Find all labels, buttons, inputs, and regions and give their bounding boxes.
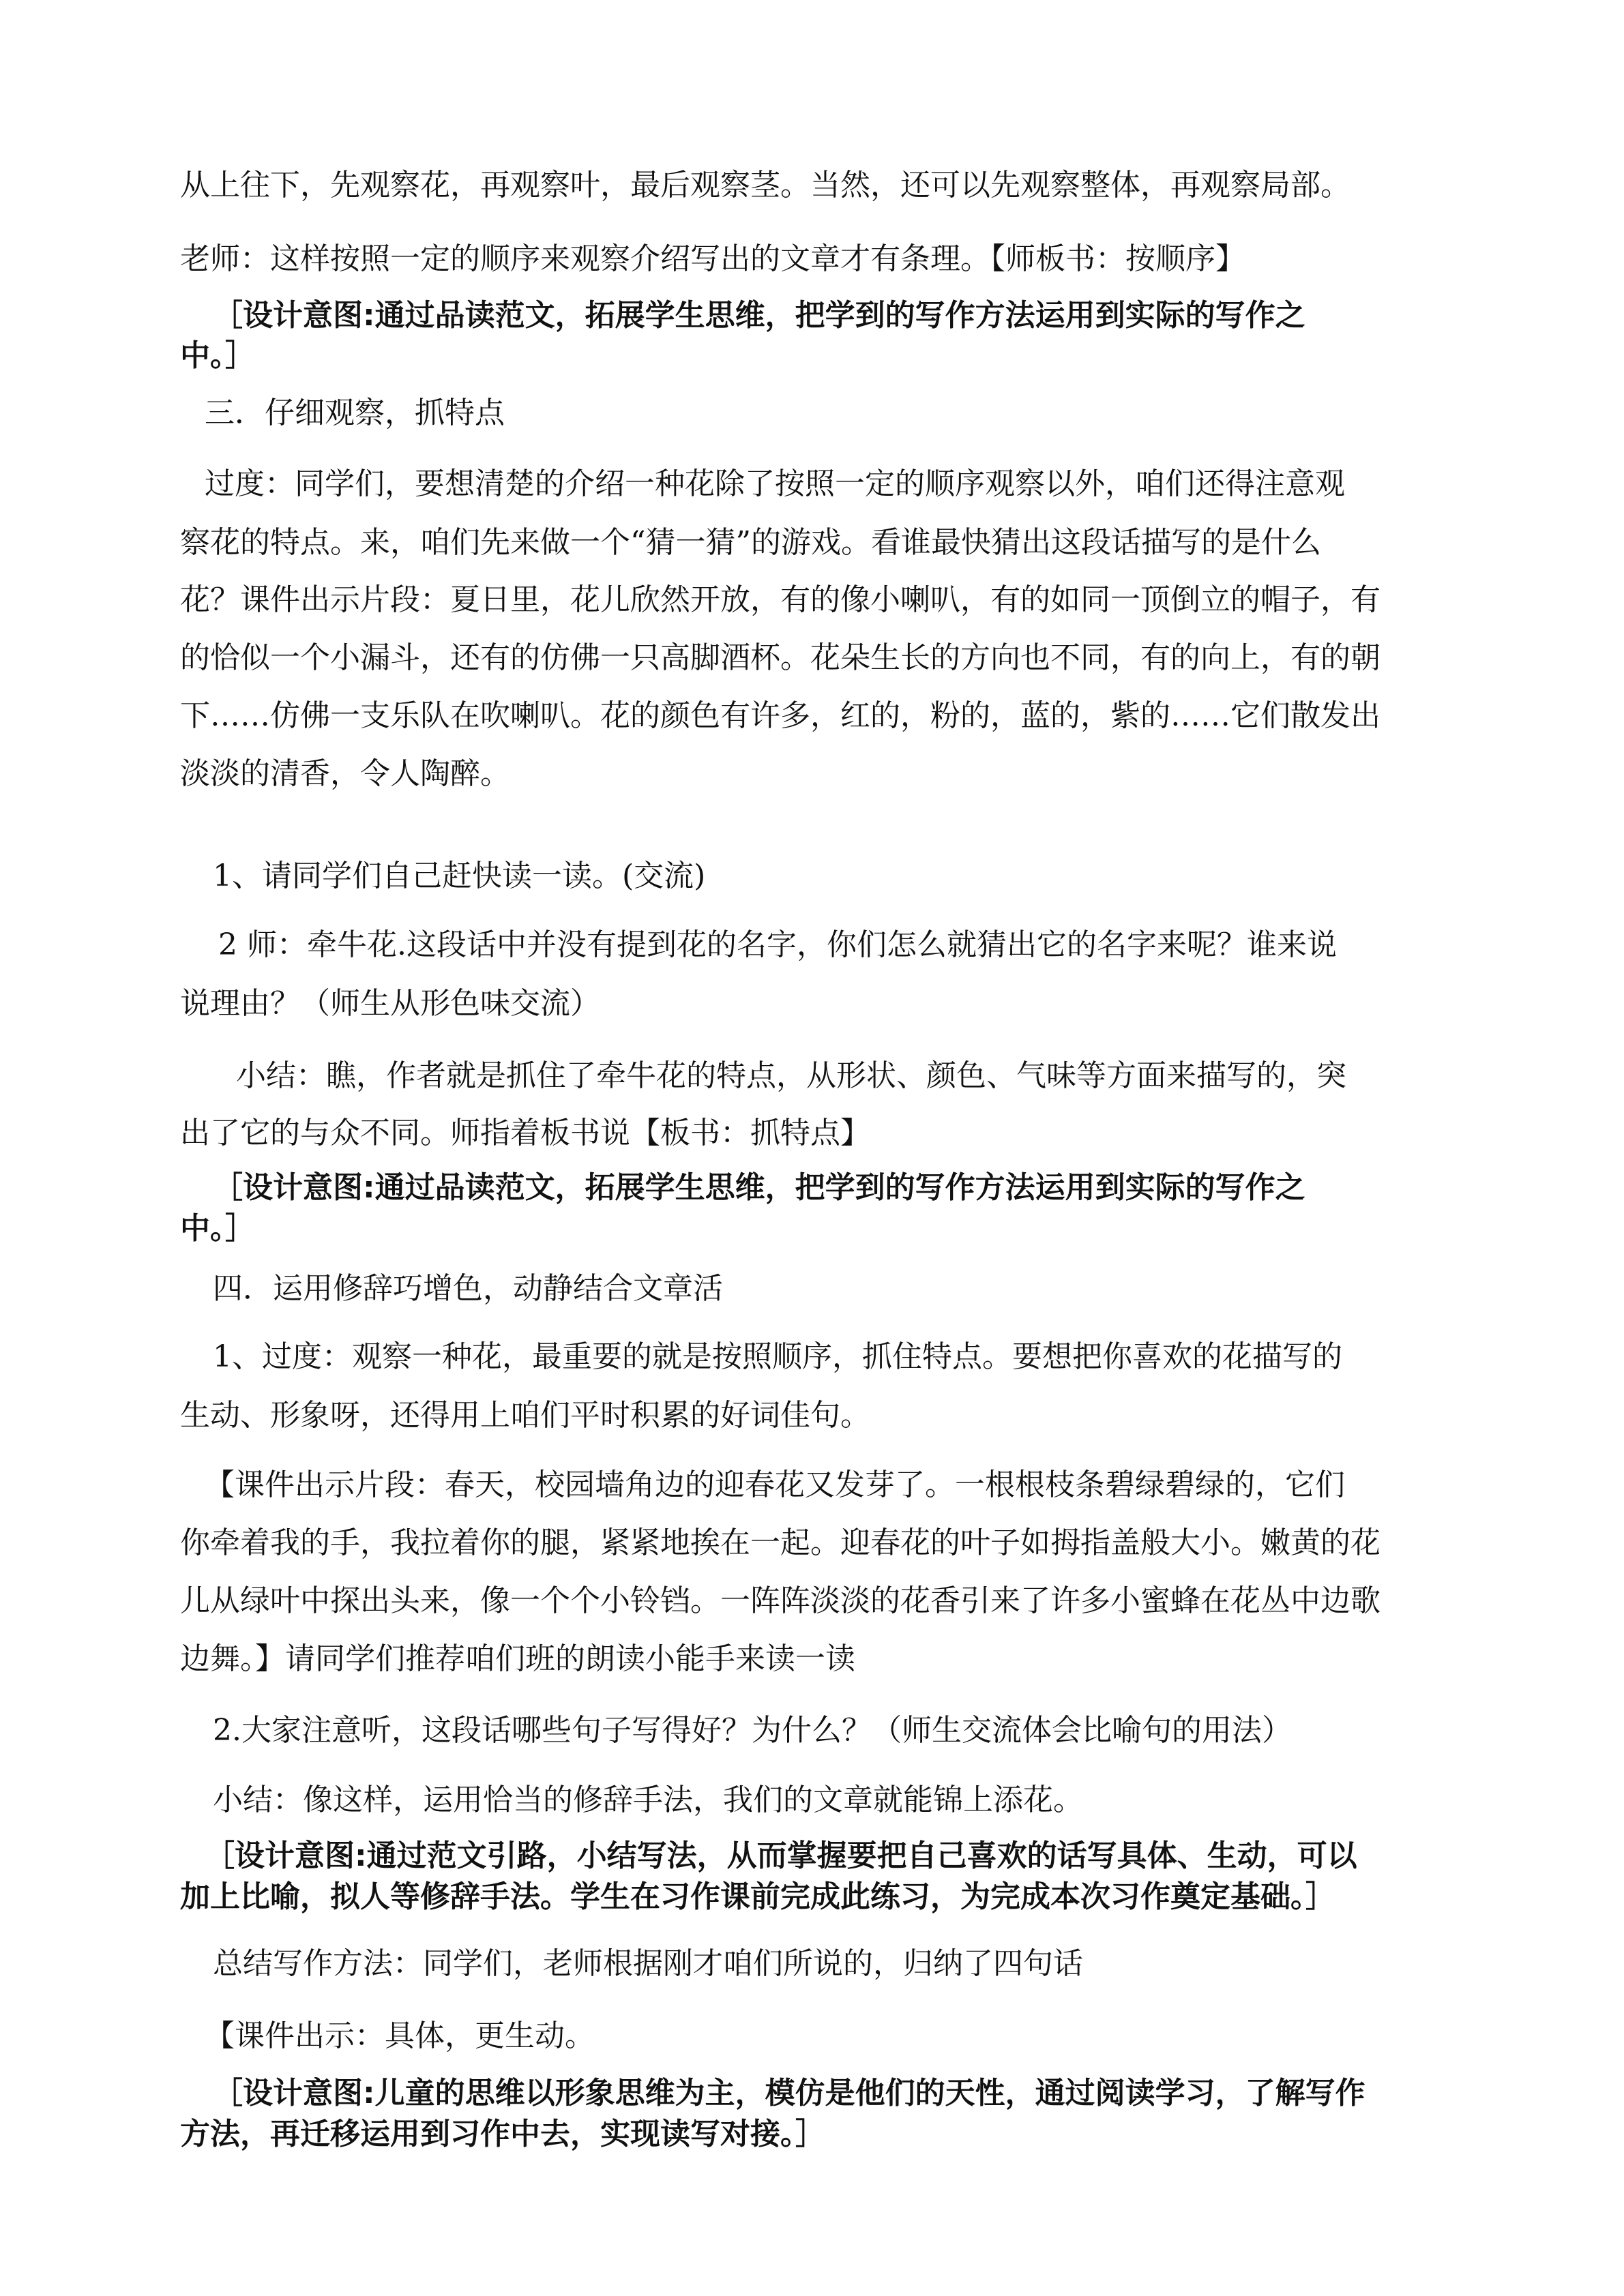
design-intent-line: ［设计意图:通过范文引路，小结写法，从而掌握要把自己喜欢的话写具体、生动，可以	[205, 1838, 1357, 1873]
text-line: 小结：像这样，运用恰当的修辞手法，我们的文章就能锦上添花。	[213, 1783, 1083, 1817]
text-line: 花？课件出示片段：夏日里，花儿欣然开放，有的像小喇叭，有的如同一顶倒立的帽子，有	[180, 582, 1381, 617]
text-line: 1、过度：观察一种花，最重要的就是按照顺序，抓住特点。要想把你喜欢的花描写的	[213, 1339, 1342, 1374]
text-line: 【课件出示片段：春天，校园墙角边的迎春花又发芽了。一根根枝条碧绿碧绿的，它们	[205, 1467, 1345, 1502]
text-line: 从上往下，先观察花，再观察叶，最后观察茎。当然，还可以先观察整体，再观察局部。	[180, 168, 1350, 203]
text-line: 察花的特点。来，咱们先来做一个“猜一猜”的游戏。看谁最快猜出这段话描写的是什么	[180, 525, 1321, 560]
text-line: 1、请同学们自己赶快读一读。(交流)	[213, 859, 706, 893]
design-intent-line: 加上比喻，拟人等修辞手法。学生在习作课前完成此练习，为完成本次习作奠定基础。］	[180, 1879, 1335, 1914]
text-line: 2 师：牵牛花.这段话中并没有提到花的名字，你们怎么就猜出它的名字来呢？谁来说	[218, 927, 1337, 962]
section-heading: 四．运用修辞巧增色，动静结合文章活	[213, 1271, 723, 1306]
text-line: 总结写作方法：同学们，老师根据刚才咱们所说的，归纳了四句话	[213, 1946, 1083, 1981]
text-line: 2.大家注意听，这段话哪些句子写得好？为什么？（师生交流体会比喻句的用法）	[213, 1713, 1292, 1748]
design-intent-line: ［设计意图:通过品读范文，拓展学生思维，把学到的写作方法运用到实际的写作之	[213, 1170, 1305, 1205]
text-line: 【课件出示：具体，更生动。	[205, 2018, 595, 2053]
design-intent-line: 方法，再迁移运用到习作中去，实现读写对接。］	[180, 2117, 825, 2151]
text-line: 出了它的与众不同。师指着板书说【板书：抓特点】	[180, 1116, 870, 1150]
text-line: 小结：瞧，作者就是抓住了牵牛花的特点，从形状、颜色、气味等方面来描写的，突	[236, 1058, 1346, 1093]
section-heading: 三．仔细观察，抓特点	[205, 396, 505, 430]
text-line: 你牵着我的手，我拉着你的腿，紧紧地挨在一起。迎春花的叶子如拇指盖般大小。嫩黄的花	[180, 1525, 1381, 1560]
text-line: 老师：这样按照一定的顺序来观察介绍写出的文章才有条理。【师板书：按顺序】	[180, 241, 1245, 276]
text-line: 下……仿佛一支乐队在吹喇叭。花的颜色有许多，红的，粉的，蓝的，紫的……它们散发出	[180, 698, 1381, 733]
text-line: 边舞。】请同学们推荐咱们班的朗读小能手来读一读	[180, 1641, 855, 1676]
text-line: 说理由？（师生从形色味交流）	[180, 986, 600, 1021]
text-line: 儿从绿叶中探出头来，像一个个小铃铛。一阵阵淡淡的花香引来了许多小蜜蜂在花丛中边歌	[180, 1583, 1381, 1618]
text-line: 的恰似一个小漏斗，还有的仿佛一只高脚酒杯。花朵生长的方向也不同，有的向上，有的朝	[180, 640, 1381, 675]
text-line: 生动、形象呀，还得用上咱们平时积累的好词佳句。	[180, 1398, 870, 1433]
design-intent-line: ［设计意图:儿童的思维以形象思维为主，模仿是他们的天性，通过阅读学习，了解写作	[213, 2076, 1365, 2111]
design-intent-line: 中。］	[180, 1211, 255, 1246]
text-line: 淡淡的清香，令人陶醉。	[180, 756, 510, 791]
design-intent-line: 中。］	[180, 338, 255, 373]
design-intent-line: ［设计意图:通过品读范文，拓展学生思维，把学到的写作方法运用到实际的写作之	[213, 298, 1305, 333]
text-line: 过度：同学们，要想清楚的介绍一种花除了按照一定的顺序观察以外，咱们还得注意观	[205, 466, 1345, 501]
